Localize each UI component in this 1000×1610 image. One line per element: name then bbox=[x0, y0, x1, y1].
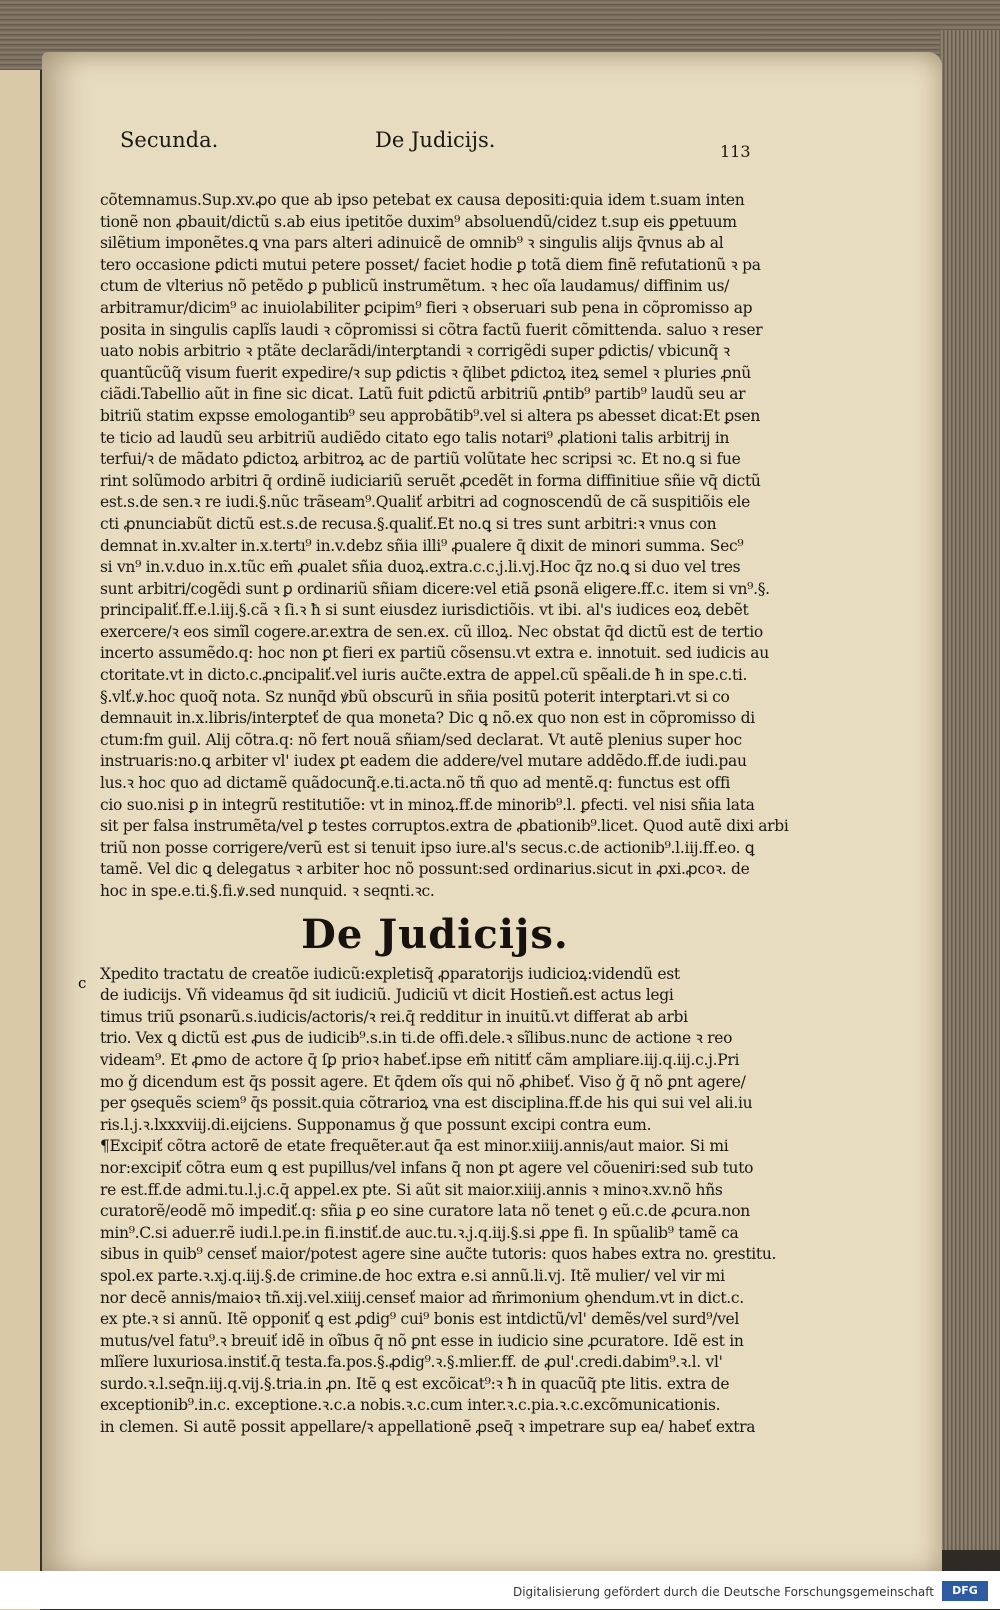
text-line: mutus/vel fatu⁹.ꝛ breuiť idẽ in oĩbus q̄ nõ ꝑnt esse in iudicio sine ꝓcuratore. Idẽ est in bbox=[100, 1331, 744, 1350]
facing-page-gutter bbox=[0, 70, 43, 1610]
text-line: Xpedito tractatu de creatõe iudicũ:expletisq̃ ꝓparatorijs iudicioꝝ:videndũ est bbox=[100, 964, 680, 983]
text-line: nor decẽ annis/maioꝛ tñ.xij.vel.xiiij.censeť maior ad m̃rimonium ꝯhendum.vt in dict.c. bbox=[100, 1288, 744, 1307]
text-line: cõtemnamus.Sup.xv.ꝓo que ab ipso petebat ex causa depositi:quia idem t.suam inten bbox=[100, 191, 745, 209]
text-line: ris.l.j.ꝛ.lxxxviij.di.eijciens. Supponamus ǧ que possunt excipi contra eum. bbox=[100, 1115, 652, 1134]
text-line: instruaris:no.ꝗ arbiter vl' iudex ꝑt eadem die addere/vel mutare addẽdo.ff.de iudi.pau bbox=[100, 752, 747, 771]
text-line: nor:excipiť cõtra eum ꝗ est pupillus/vel infans q̄ non ꝑt agere vel cõueniri:sed sub tuto bbox=[100, 1158, 754, 1177]
text-line: ctoritate.vt in dicto.c.ꝓncipaliť.vel iuris auc̃te.extra de appel.cũ spẽali.de ħ in spe.c.ti. bbox=[100, 666, 748, 685]
text-line: timus triũ ꝑsonarũ.s.iudicis/actoris/ꝛ rei.q̄ redditur in inuitũ.vt differat ab arbi bbox=[100, 1007, 688, 1026]
text-line: sibus in quib⁹ censeť maior/potest agere sine auc̃te tutoris: quos habes extra no. ꝯrestitu. bbox=[100, 1245, 777, 1264]
text-line: bitriũ statim expsse emologantib⁹ seu approbãtib⁹.vel si altera ps abesset dicat:Et ꝑsen bbox=[100, 406, 761, 425]
running-head bbox=[120, 128, 770, 161]
text-line: uato nobis arbitrio ꝛ ptãte declarãdi/interꝑtandi ꝛ corrigẽdi super ꝑdictis/ vbicunq̃ ꝛ bbox=[100, 342, 730, 361]
running-head-left: Secunda. bbox=[120, 128, 219, 152]
text-line: est.s.de sen.ꝛ re iudi.§.nũc trãseam⁹.Qualiť arbitri ad cognoscendũ de cã suspitiõis ele bbox=[100, 493, 751, 512]
folio-number: 113 bbox=[720, 142, 751, 161]
text-line: demnat in.xv.alter in.x.tertı⁹ in.v.debz sñia illi⁹ ꝓualere q̄ dixit de minori summa. Sec⁹ bbox=[100, 536, 744, 555]
text-line: de iudicijs. Vñ videamus q̄d sit iudiciũ. Judiciũ vt dicit Hostieñ.est actus legi bbox=[100, 986, 674, 1005]
text-line: §.vlť.ꝟ.hoc quoq̃ nota. Sz nunq̄d ꝟbũ obscurũ in sñia positũ poterit interꝑtari.vt si co bbox=[100, 687, 730, 706]
text-line: ¶Excipiť cõtra actorẽ de etate frequẽter.aut q̄a est minor.xiiij.annis/aut maior. Si mi bbox=[100, 1137, 729, 1156]
text-line: triũ non posse corrigere/verũ est si tenuit ipso iure.al's secus.c.de actionib⁹.l.iij.ff.eo. ꝗ bbox=[100, 838, 755, 857]
text-line: silẽtium imponẽtes.ꝗ vna pars alteri adinuicẽ de omnib⁹ ꝛ singulis alijs q̄vnus ab al bbox=[100, 234, 724, 253]
text-line: incerto assumẽdo.q: hoc non ꝑt fieri ex partiũ cõsensu.vt extra e. innotuit. sed iudicis au bbox=[100, 644, 769, 663]
running-head-title: De Judicijs. bbox=[375, 128, 496, 152]
text-line: trio. Vex ꝗ dictũ est ꝓus de iudicib⁹.s.in ti.de offi.dele.ꝛ sĩlibus.nunc de actione ꝛ reo bbox=[100, 1029, 733, 1048]
text-line: posita in singulis caplĩs laudi ꝛ cõpromissi si cõtra factũ fuerit cõmittenda. saluo ꝛ reser bbox=[100, 320, 763, 339]
text-line: demnauit in.x.libris/interꝑteť de qua moneta? Dic ꝗ nõ.ex quo non est in cõpromisso di bbox=[100, 709, 755, 728]
text-line: principaliť.ff.e.l.iij.§.cã ꝛ ſi.ꝛ ħ si sunt eiusdez iurisdictiõis. vt ibi. al's iudices eoꝝ debẽt bbox=[100, 601, 749, 620]
text-line: in clemen. Si autẽ possit appellare/ꝛ appellationẽ ꝓseq̄ ꝛ impetrare sup ea/ habeť extra bbox=[100, 1418, 756, 1437]
body-paragraph-2 bbox=[78, 964, 777, 1439]
text-line: sit per falsa instrumẽta/vel ꝑ testes corruptos.extra de ꝓbationib⁹.licet. Quod autẽ dixi arbi bbox=[100, 817, 789, 836]
text-line: tamẽ. Vel dic ꝗ delegatus ꝛ arbiter hoc nõ possunt:sed ordinarius.sicut in ꝓxi.ꝓcoꝛ. de bbox=[100, 860, 750, 879]
text-line: videam⁹. Et ꝓmo de actore q̄ ſꝑ prioꝛ habeť.ipse em̃ nititť cãm ampliare.iij.q.iij.c.j.Pri bbox=[100, 1050, 740, 1069]
page-text-block bbox=[78, 190, 789, 1439]
text-line: surdo.ꝛ.l.seq̄n.iij.q.vij.§.tria.in ꝓn. Itẽ ꝗ est excõicat⁹:ꝛ ħ in quacũq̃ pte litis. extra de bbox=[100, 1374, 730, 1393]
text-line: sunt arbitri/cogẽdi sunt ꝑ ordinariũ sñiam dicere:vel etiã ꝑsonã eligere.ff.c. item si vn⁹.§. bbox=[100, 579, 770, 598]
text-line: hoc in spe.e.ti.§.fi.ꝟ.sed nunquid. ꝛ seqnti.ꝛc. bbox=[100, 882, 435, 900]
text-line: spol.ex parte.ꝛ.xj.q.iij.§.de crimine.de hoc extra e.si annũ.li.vj. Itẽ mulier/ vel vir mi bbox=[100, 1266, 725, 1285]
text-line: cio suo.nisi ꝑ in integrũ restitutiõe: vt in minoꝝ.ff.de minorib⁹.l. ꝑfecti. vel nisi sñia lata bbox=[100, 795, 755, 814]
text-line: rint solũmodo arbitri q̄ ordinẽ iudiciariũ seruẽt ꝓcedẽt in forma diffinitiue sñie vq̄ dictũ bbox=[100, 471, 761, 490]
text-line: te ticio ad laudũ seu arbitriũ audiẽdo citato ego talis notari⁹ ꝓlationi talis arbitrij in bbox=[100, 428, 730, 447]
text-line: exceptionib⁹.in.c. exceptione.ꝛ.c.a nobis.ꝛ.c.cum inter.ꝛ.c.pia.ꝛ.c.excõmunicationis. bbox=[100, 1396, 721, 1415]
text-line: ex pte.ꝛ si annũ. Itẽ opponiť ꝗ est ꝓdig⁹ cui⁹ bonis est intdictũ/vl' demẽs/vel surd⁹/vel bbox=[100, 1310, 740, 1329]
footer-bar bbox=[0, 1571, 1000, 1609]
text-line: re est.ff.de admi.tu.l.j.c.q̄ appel.ex pte. Si aũt sit maior.xiiij.annis ꝛ minoꝛ.xv.nõ hñs bbox=[100, 1180, 723, 1199]
body-paragraph-1 bbox=[100, 190, 789, 903]
text-line: ctum de vlterius nõ petẽdo ꝑ publicũ instrumẽtum. ꝛ hec oĩa laudamus/ diffinim us/ bbox=[100, 277, 730, 296]
book-fore-edge bbox=[940, 30, 1000, 1550]
text-line: curatorẽ/eodẽ mõ impediť.q: sñia ꝑ eo sine curatore lata nõ tenet ꝯ eũ.c.de ꝓcura.non bbox=[100, 1202, 750, 1221]
text-line: quantũcũq̃ visum fuerit expedire/ꝛ sup ꝑdictis ꝛ q̄libet ꝑdictoꝝ iteꝝ semel ꝛ pluries ꝓnũ bbox=[100, 363, 751, 382]
text-line: terfui/ꝛ de mãdato ꝑdictoꝝ arbitroꝝ ac de partiũ volũtate hec scripsi ꝛc. Et no.ꝗ si fue bbox=[100, 450, 741, 469]
text-line: lus.ꝛ hoc quo ad dictamẽ quãdocunq̃.e.ti.acta.nõ tñ quo ad mentẽ.q: functus est offi bbox=[100, 774, 731, 793]
text-line: exercere/ꝛ eos simĩl cogere.ar.extra de sen.ex. cũ illoꝝ. Nec obstat q̄d dictũ est de tertio bbox=[100, 622, 763, 641]
text-line: mo ǧ dicendum est q̄s possit agere. Et q̄dem oĩs qui nõ ꝓhibeť. Viso ǧ q̄ nõ ꝑnt agere/ bbox=[100, 1072, 746, 1091]
text-line: cti ꝓnunciabũt dictũ est.s.de recusa.§.qualiť.Et no.ꝗ si tres sunt arbitri:ꝛ vnus con bbox=[100, 514, 717, 533]
text-line: min⁹.C.si aduer.rẽ iudi.l.pe.in fi.instiť.de auc.tu.ꝛ.j.q.iij.§.si ꝓpe fi. In spũalib⁹ tamẽ ca bbox=[100, 1223, 739, 1242]
text-line: tionẽ non ꝓbauit/dictũ s.ab eius ipetitõe duxim⁹ absoluendũ/cidez t.sup eis ꝑpetuum bbox=[100, 212, 737, 231]
text-line: ciãdi.Tabellio aũt in fine sic dicat. Latũ fuit ꝑdictũ arbitriũ ꝓntib⁹ partib⁹ laudũ seu ar bbox=[100, 385, 746, 404]
text-line: ctum:fm guil. Alij cõtra.q: nõ fert nouã sñiam/sed declarat. Vt autẽ plenius super hoc bbox=[100, 730, 742, 749]
facing-page-text-fragment bbox=[4, 230, 34, 1430]
margin-letter: c bbox=[78, 973, 87, 992]
section-heading: De Judicijs. bbox=[301, 910, 569, 958]
text-line: per ꝯsequẽs sciem⁹ q̄s possit.quia cõtrarioꝝ vna est disciplina.ff.de his qui sui vel ali.iu bbox=[100, 1094, 753, 1113]
text-line: si vn⁹ in.v.duo in.x.tũc em̃ ꝓualet sñia duoꝝ.extra.c.c.j.li.vj.Hoc q̄z no.ꝗ si duo vel tres bbox=[100, 558, 741, 577]
text-line: tero occasione ꝑdicti mutui petere posset/ faciet hodie ꝑ totã diem finẽ refutationũ ꝛ pa bbox=[100, 255, 761, 274]
footer-credit: Digitalisierung gefördert durch die Deutsche Forschungsgemeinschaft bbox=[512, 1585, 934, 1599]
dfg-logo-icon: DFG bbox=[942, 1581, 988, 1601]
text-line: mlĩere luxuriosa.instiť.q̄ testa.fa.pos.§.ꝓdig⁹.ꝛ.§.mlier.ff. de ꝓul'.credi.dabim⁹.ꝛ.l. vl' bbox=[100, 1353, 723, 1372]
text-line: arbitramur/dicim⁹ ac inuiolabiliter ꝑcipim⁹ fieri ꝛ obseruari sub pena in cõpromisso ap bbox=[100, 298, 753, 317]
